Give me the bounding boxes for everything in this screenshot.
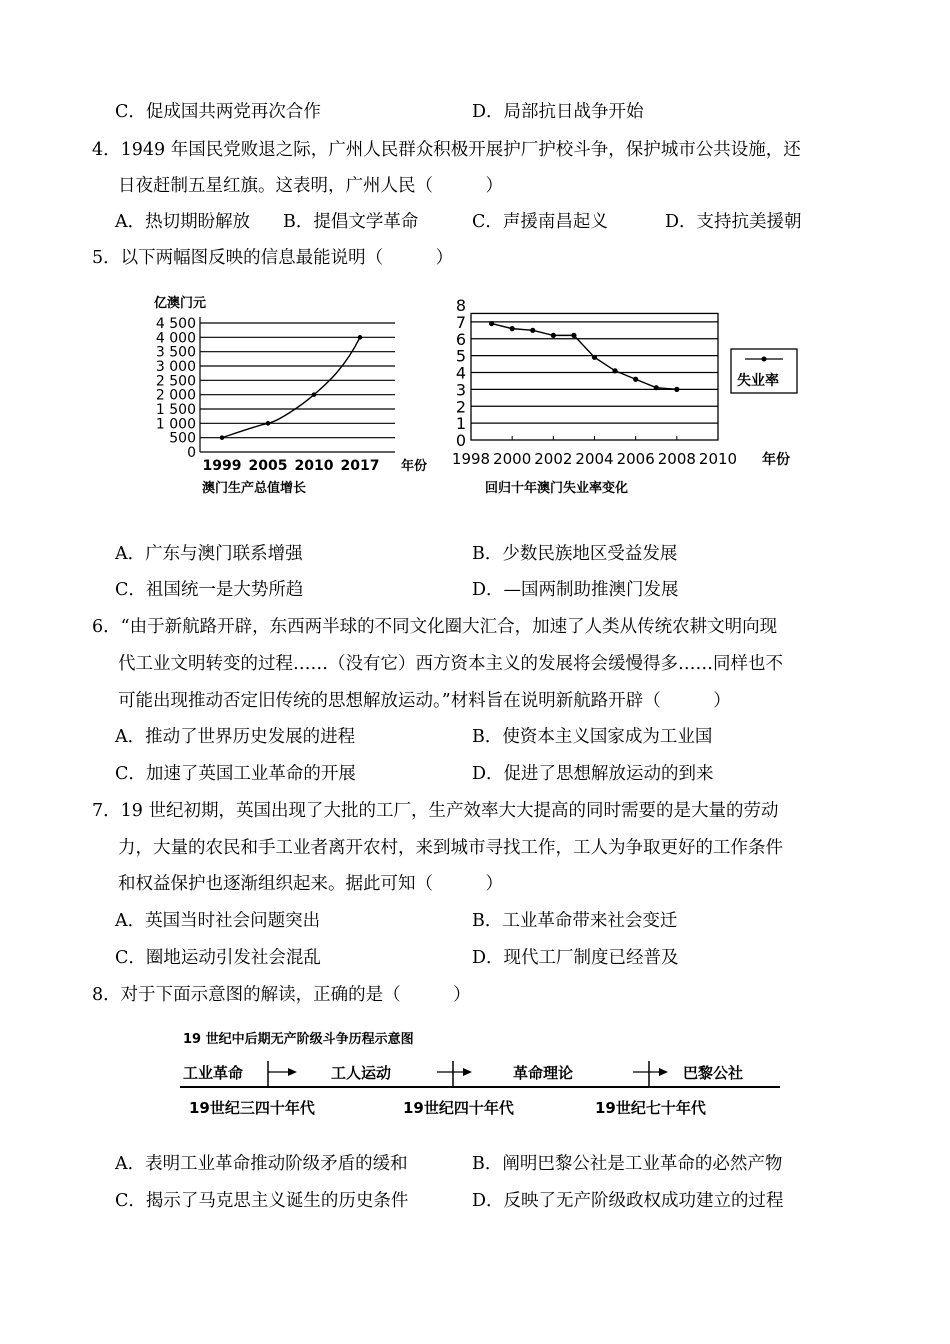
chart2-title: 回归十年澳门失业率变化 xyxy=(485,481,629,496)
chart1-xunit: 年份 xyxy=(401,459,428,474)
chart2-point xyxy=(489,321,494,326)
chart2-xtick: 1998 xyxy=(451,450,491,468)
chart2-point xyxy=(510,326,515,331)
chart1-point xyxy=(266,421,271,426)
chart1-series-line xyxy=(222,337,360,437)
q4-stem-line2: 日夜赶制五星红旗。这表明，广州人民（ ） xyxy=(118,176,503,196)
chart2-frame xyxy=(471,313,718,440)
chart1-ytick: 1 500 xyxy=(155,402,196,418)
q5-option-a[interactable]: A．广东与澳门联系增强 xyxy=(115,544,303,564)
q5-stem: 5．以下两幅图反映的信息最能说明（ ） xyxy=(92,248,454,268)
q6-option-b[interactable]: B．使资本主义国家成为工业国 xyxy=(472,727,713,747)
chart2-xtick: 2000 xyxy=(493,450,532,468)
q3-option-c[interactable]: C．促成国共两党再次合作 xyxy=(115,102,321,122)
chart1-ytick: 3 500 xyxy=(155,344,196,361)
chart1-ytick: 4 500 xyxy=(155,316,196,332)
q7-option-a[interactable]: A．英国当时社会问题突出 xyxy=(115,911,321,931)
period-3: 19世纪七十年代 xyxy=(595,1099,706,1117)
q8-option-b[interactable]: B．阐明巴黎公社是工业革命的必然产物 xyxy=(472,1154,783,1174)
q7-stem-line1: 7．19 世纪初期，英国出现了大批的工厂，生产效率大大提高的同时需要的是大量的劳动 xyxy=(92,801,779,821)
chart2-ytick: 2 xyxy=(455,397,467,417)
stage-industrial-revolution: 工业革命 xyxy=(183,1064,244,1082)
chart2-xtick: 2004 xyxy=(575,450,614,468)
chart2-xtick: 2002 xyxy=(534,450,573,468)
chart1-title: 澳门生产总值增长 xyxy=(202,481,307,496)
arrow-marker-1 xyxy=(268,1061,297,1087)
chart1-point xyxy=(220,435,225,440)
q8-option-d[interactable]: D．反映了无产阶级政权成功建立的过程 xyxy=(472,1191,784,1211)
chart2-ytick: 3 xyxy=(455,380,467,400)
chart2-xtick: 2008 xyxy=(657,450,696,468)
q5-option-d[interactable]: D．—国两制助推澳门发展 xyxy=(472,580,679,600)
stage-workers-movement: 工人运动 xyxy=(331,1064,392,1082)
q5-option-c[interactable]: C．祖国统一是大势所趋 xyxy=(115,580,304,600)
proletarian-struggle-diagram xyxy=(175,1025,795,1125)
chart2-ytick: 8 xyxy=(455,296,467,315)
q6-option-d[interactable]: D．促进了思想解放运动的到来 xyxy=(472,764,714,784)
chart2-legend-label: 失业率 xyxy=(737,373,779,389)
chart1-ytick: 1 000 xyxy=(155,416,196,433)
chart2-point xyxy=(571,333,576,338)
q8-stem: 8．对于下面示意图的解读，正确的是（ ） xyxy=(92,985,471,1005)
chart2-legend xyxy=(731,349,797,393)
chart2-point xyxy=(674,387,679,392)
q6-stem-line3: 可能出现推动否定旧传统的思想解放运动。”材料旨在说明新航路开辟（ ） xyxy=(118,691,731,711)
chart1-xtick: 1999 xyxy=(202,458,242,474)
diagram-title: 19 世纪中后期无产阶级斗争历程示意图 xyxy=(183,1032,414,1047)
chart1-ytick: 3 000 xyxy=(155,359,196,375)
q8-option-a[interactable]: A．表明工业革命推动阶级矛盾的缓和 xyxy=(115,1154,408,1174)
chart2-point xyxy=(633,377,638,382)
q7-option-b[interactable]: B．工业革命带来社会变迁 xyxy=(472,911,678,931)
chart1-xtick: 2005 xyxy=(248,458,288,474)
chart2-xtick: 2010 xyxy=(698,450,738,468)
arrow-marker-2 xyxy=(437,1061,472,1087)
period-2: 19世纪四十年代 xyxy=(403,1099,514,1117)
chart2-point xyxy=(592,355,597,360)
q4-option-d[interactable]: D．支持抗美援朝 xyxy=(665,212,802,232)
chart2-ytick: 4 xyxy=(455,363,467,383)
macau-gdp-chart xyxy=(140,290,440,505)
chart1-ytick: 2 000 xyxy=(155,387,196,404)
q6-stem-line1: 6．“由于新航路开辟，东西两半球的不同文化圈大汇合，加速了人类从传统农耕文明向现 xyxy=(92,617,778,637)
q6-stem-line2: 代工业文明转变的过程……（没有它）西方资本主义的发展将会缓慢得多……同样也不 xyxy=(118,654,783,674)
chart2-xunit: 年份 xyxy=(762,452,790,468)
chart2-ytick: 7 xyxy=(455,312,467,332)
q7-option-d[interactable]: D．现代工厂制度已经普及 xyxy=(472,948,679,968)
stage-paris-commune: 巴黎公社 xyxy=(683,1064,744,1082)
q4-option-a[interactable]: A．热切期盼解放 xyxy=(115,212,251,232)
chart1-ytick: 4 000 xyxy=(155,330,196,347)
stage-revolutionary-theory: 革命理论 xyxy=(513,1064,574,1082)
chart2-xtick: 2006 xyxy=(616,450,655,468)
chart1-ytick: 500 xyxy=(169,430,196,447)
chart2-ytick: 1 xyxy=(455,414,467,434)
q6-option-c[interactable]: C．加速了英国工业革命的开展 xyxy=(115,764,356,784)
period-1: 19世纪三四十年代 xyxy=(189,1099,315,1117)
chart2-point xyxy=(612,368,617,373)
chart1-point xyxy=(358,335,363,340)
chart1-xtick: 2010 xyxy=(294,458,334,474)
chart2-point xyxy=(654,385,659,390)
chart1-ytick: 2 500 xyxy=(155,373,196,390)
q7-stem-line3: 和权益保护也逐渐组织起来。据此可知（ ） xyxy=(118,874,503,894)
chart2-ytick: 6 xyxy=(455,329,467,349)
macau-unemployment-chart xyxy=(440,290,810,505)
q4-option-c[interactable]: C．声援南昌起义 xyxy=(472,212,608,232)
q5-option-b[interactable]: B．少数民族地区受益发展 xyxy=(472,544,678,564)
chart1-point xyxy=(312,392,317,397)
chart1-xtick: 2017 xyxy=(340,458,380,474)
q4-stem-line1: 4．1949 年国民党败退之际，广州人民群众积极开展护厂护校斗争，保护城市公共设施，还 xyxy=(92,140,801,160)
q3-option-d[interactable]: D．局部抗日战争开始 xyxy=(472,102,644,122)
chart1-ylabel: 亿澳门元 xyxy=(154,296,207,311)
arrow-marker-3 xyxy=(633,1061,668,1087)
chart2-ytick: 0 xyxy=(455,431,467,450)
chart2-point xyxy=(530,328,535,333)
q7-stem-line2: 力，大量的农民和手工业者离开农村，来到城市寻找工作，工人为争取更好的工作条件 xyxy=(118,838,783,858)
chart1-ytick: 0 xyxy=(187,445,196,461)
chart2-point xyxy=(551,333,556,338)
chart2-series-line xyxy=(492,324,677,390)
q4-option-b[interactable]: B．提倡文学革命 xyxy=(283,212,419,232)
q6-option-a[interactable]: A．推动了世界历史发展的进程 xyxy=(115,727,356,747)
q7-option-c[interactable]: C．圈地运动引发社会混乱 xyxy=(115,948,321,968)
q8-option-c[interactable]: C．揭示了马克思主义诞生的历史条件 xyxy=(115,1191,409,1211)
chart2-ytick: 5 xyxy=(455,346,467,366)
